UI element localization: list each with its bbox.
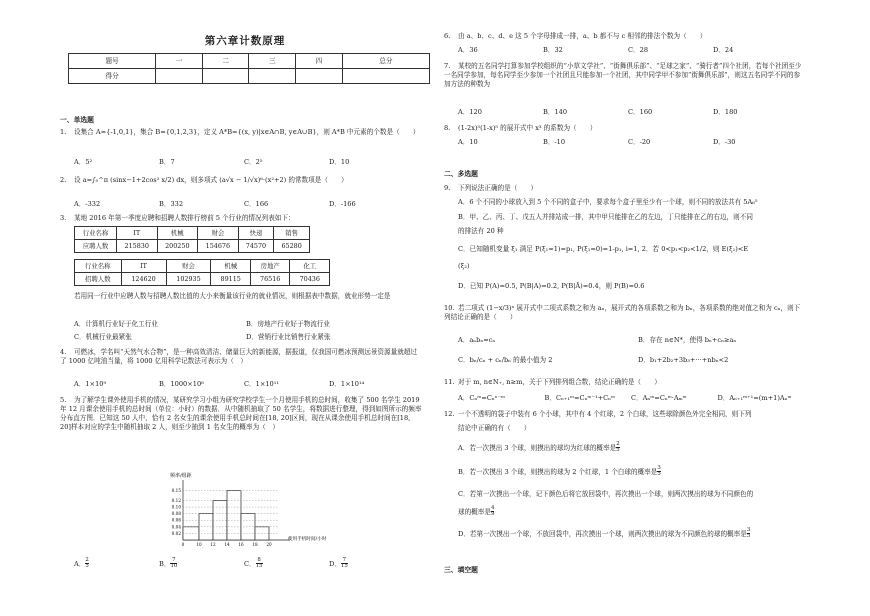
histogram-bars bbox=[183, 491, 269, 540]
fraction bbox=[256, 558, 263, 570]
option-c[interactable] bbox=[244, 558, 329, 570]
table-row bbox=[75, 240, 310, 253]
options-q3-row2 bbox=[74, 333, 436, 342]
option-a[interactable]: A．36 bbox=[458, 46, 478, 54]
fraction bbox=[341, 558, 348, 570]
option-b-continued: 的排法有 20 种 bbox=[458, 227, 504, 235]
question-11 bbox=[444, 378, 806, 387]
applicants-table bbox=[74, 226, 310, 253]
score-value-row bbox=[69, 69, 430, 84]
x-axis-label: 使用手机时间/小时 bbox=[288, 537, 327, 542]
options-q1 bbox=[74, 158, 414, 167]
option-c[interactable]: C．机械行业最紧张 bbox=[74, 333, 132, 341]
option-d[interactable]: D．已知 P(A)=0.5, P(B|A)=0.2, P(B|Ā)=0.4，则 P(B)=0.6 bbox=[458, 282, 645, 290]
y-tick-label: 0.08 bbox=[171, 511, 181, 517]
score-header-cell: 四 bbox=[296, 54, 343, 69]
numerator: 4 bbox=[490, 505, 495, 511]
numerator: 8 bbox=[257, 557, 261, 563]
option-c[interactable]: C．2⁵ bbox=[244, 158, 263, 166]
table-cell: 行业名称 bbox=[75, 260, 122, 273]
question-number: 7. bbox=[444, 62, 451, 70]
y-tick-label: 0.12 bbox=[171, 497, 181, 503]
options-q8 bbox=[458, 138, 798, 147]
question-text: 下列说法正确的是（ ） bbox=[458, 184, 538, 192]
question-number: 9. bbox=[444, 184, 451, 192]
option-c-continued: (ξ₂) bbox=[458, 262, 470, 270]
table-cell: IT bbox=[116, 227, 157, 240]
histogram-bar bbox=[227, 491, 241, 540]
table-cell: 102935 bbox=[166, 273, 211, 286]
option-letter: A． bbox=[74, 559, 86, 568]
option-c[interactable]: C．166 bbox=[244, 200, 269, 208]
option-a[interactable]: A．5² bbox=[74, 158, 93, 166]
fraction bbox=[616, 442, 619, 454]
question-2 bbox=[60, 176, 422, 185]
option-b[interactable]: B．1000×10⁸ bbox=[159, 380, 204, 388]
table-cell: 89115 bbox=[211, 273, 251, 286]
option-text: D．若第一次摸出一个球，不放回袋中，再次摸出一个球，则两次摸出的球为不同颜色的球的概率是 bbox=[458, 529, 747, 538]
section-heading-single-choice: 一、单选题 bbox=[60, 116, 94, 124]
score-empty-cell[interactable] bbox=[249, 69, 296, 84]
option-c-continued bbox=[458, 506, 808, 518]
question-number: 11. bbox=[444, 378, 455, 386]
numerator: 7 bbox=[342, 557, 347, 563]
question-6 bbox=[444, 32, 806, 41]
score-table bbox=[68, 53, 430, 84]
question-text: 设集合 A={-1,0,1}，集合 B={0,1,2,3}，定义 A*B={(x, y)|x∈A∩B, y∈A∪B}，则 A*B 中元素的个数是（ ） bbox=[74, 128, 420, 136]
x-tick-label: 14 bbox=[224, 542, 230, 547]
question-8 bbox=[444, 124, 806, 133]
denominator: 15 bbox=[340, 563, 348, 570]
denominator: 5 bbox=[657, 471, 661, 478]
option-a[interactable]: A．计算机行业好于化工行业 bbox=[74, 320, 158, 328]
question-text: 可燃冰，学名叫“天然气水合物”，是一种高效清洁、储量巨大的新能源，据报道，仅我国可燃冰预测远景资源量就超过了 1000 亿吨油当量，将 1000 亿用科学记数法可表示为（ ） bbox=[60, 348, 418, 365]
table-cell: 招聘人数 bbox=[75, 273, 122, 286]
options-q4 bbox=[74, 380, 414, 389]
recruits-table bbox=[74, 259, 330, 286]
x-tick-label: 10 bbox=[196, 542, 202, 547]
score-empty-cell[interactable] bbox=[342, 69, 429, 84]
numerator: 3 bbox=[746, 527, 751, 533]
y-axis-label: 频率/组距 bbox=[170, 473, 192, 479]
table-cell: 70436 bbox=[290, 273, 330, 286]
option-d[interactable]: D．-30 bbox=[713, 138, 736, 146]
table-cell: 机械 bbox=[157, 227, 198, 240]
question-number: 10. bbox=[444, 304, 455, 312]
option-b[interactable]: B．32 bbox=[543, 46, 563, 54]
option-d[interactable]: D．10 bbox=[329, 158, 350, 166]
option-d[interactable]: D．24 bbox=[713, 46, 734, 54]
option-a[interactable]: A．6 个不同的小球放入到 5 个不同的盒子中，要求每个盒子里至少有一个球，则不同的放法共有 5A₆⁵ bbox=[458, 198, 758, 206]
option-a[interactable]: A．aₙbₙ=cₙ bbox=[458, 336, 496, 344]
option-text: 球的概率是 bbox=[458, 507, 491, 516]
score-header-cell: 一 bbox=[156, 54, 203, 69]
question-12-continued: 结论中正确的有（ ） bbox=[458, 424, 531, 432]
options-q7 bbox=[458, 108, 798, 117]
question-number: 8. bbox=[444, 124, 451, 132]
option-b[interactable]: B．332 bbox=[159, 200, 184, 208]
options-q3-row1 bbox=[74, 320, 436, 329]
option-d[interactable] bbox=[458, 528, 808, 540]
question-text: (1-2x)⁵(1-x)⁵ 的展开式中 x³ 的系数为（ ） bbox=[458, 124, 597, 132]
y-tick-label: 0.04 bbox=[171, 524, 181, 530]
table-cell: 215830 bbox=[116, 240, 157, 253]
question-3 bbox=[60, 214, 422, 223]
option-c[interactable]: C．Aₙᵐ=Cₙᵐ·Aₘᵐ bbox=[631, 394, 687, 402]
table-cell: 应聘人数 bbox=[75, 240, 117, 253]
options-q10-row1 bbox=[458, 336, 820, 345]
question-1 bbox=[60, 128, 422, 137]
option-letter: D． bbox=[329, 559, 341, 568]
option-d[interactable] bbox=[329, 558, 414, 570]
x-tick-labels bbox=[182, 542, 272, 547]
table-cell: 行业名称 bbox=[75, 227, 117, 240]
table-cell: 化工 bbox=[290, 260, 330, 273]
score-empty-cell[interactable] bbox=[296, 69, 343, 84]
question-9 bbox=[444, 184, 806, 193]
options-q6 bbox=[458, 46, 798, 55]
score-empty-cell[interactable] bbox=[156, 69, 203, 84]
section-heading-fill-in: 三、填空题 bbox=[444, 566, 478, 574]
fraction bbox=[170, 558, 177, 570]
option-b[interactable] bbox=[458, 466, 808, 478]
histogram-bar bbox=[183, 527, 199, 540]
option-c[interactable]: C．若第一次摸出一个球，记下颜色后将它放回袋中，再次摸出一个球，则两次摸出的球为不同颜色的 bbox=[458, 490, 754, 498]
score-header-cell: 二 bbox=[202, 54, 249, 69]
option-c[interactable]: C．-20 bbox=[628, 138, 651, 146]
option-c[interactable]: C．28 bbox=[628, 46, 649, 54]
option-b[interactable] bbox=[159, 558, 244, 570]
question-3-continuation: 若用同一行业中应聘人数与招聘人数比值的大小来衡量该行业的就业情况，则根据表中数据，就业形势一定是 bbox=[74, 292, 391, 300]
table-cell: 200250 bbox=[157, 240, 198, 253]
denominator: 5 bbox=[616, 447, 620, 454]
x-tick-label: 0 bbox=[181, 542, 185, 547]
table-cell: 财会 bbox=[198, 227, 239, 240]
question-5 bbox=[60, 396, 422, 432]
question-number: 6. bbox=[444, 32, 451, 40]
option-a[interactable]: A．-332 bbox=[74, 200, 101, 208]
table-cell: 154676 bbox=[198, 240, 239, 253]
score-empty-cell[interactable] bbox=[202, 69, 249, 84]
question-number: 5. bbox=[60, 396, 67, 404]
option-a[interactable] bbox=[458, 442, 808, 454]
fraction bbox=[85, 558, 88, 570]
score-header-cell: 三 bbox=[249, 54, 296, 69]
options-q11 bbox=[458, 394, 804, 403]
denominator: 10 bbox=[170, 563, 178, 570]
table-cell: 房地产 bbox=[250, 260, 290, 273]
table-cell: 124620 bbox=[121, 273, 166, 286]
option-d[interactable]: D．180 bbox=[713, 108, 738, 116]
table-cell: 销售 bbox=[274, 227, 310, 240]
question-text: 一个不透明的袋子中装有 6 个小球，其中有 4 个红球，2 个白球，这些球除颜色外完全相同，则下列 bbox=[458, 410, 752, 418]
denominator: 5 bbox=[85, 563, 89, 570]
numerator: 2 bbox=[85, 557, 89, 563]
fraction bbox=[747, 528, 750, 540]
table-row bbox=[75, 260, 330, 273]
fraction bbox=[657, 466, 660, 478]
numerator: 3 bbox=[657, 465, 661, 471]
x-tick-label: 20 bbox=[266, 542, 272, 547]
option-b[interactable]: B．甲、乙、丙、丁、戊五人并排站成一排，其中甲只能排在乙的左边，丁只能排在乙的右边，则不同 bbox=[458, 213, 753, 221]
table-cell: 74570 bbox=[238, 240, 274, 253]
option-text: B．若一次摸出 3 个球，则摸出的球为 2 个红球，1 个白球的概率是 bbox=[458, 467, 658, 476]
denominator: 9 bbox=[490, 511, 495, 518]
table-cell: 65280 bbox=[274, 240, 310, 253]
option-text: A．若一次摸出 3 个球，则摸出的球均为红球的概率是 bbox=[458, 443, 617, 452]
option-a[interactable] bbox=[74, 558, 159, 570]
options-q10-row2 bbox=[458, 356, 820, 365]
option-a[interactable]: A．10 bbox=[458, 138, 478, 146]
question-number: 3. bbox=[60, 214, 67, 222]
score-header-row bbox=[69, 54, 430, 69]
option-b[interactable]: B．存在 n∈N*，使得 bₙ+cₙ≥aₙ bbox=[638, 336, 737, 344]
x-tick-label: 16 bbox=[238, 542, 244, 547]
question-text: 某校的五名同学打算参加学校组织的“小草文学社”、“街舞俱乐部”、“足球之家”、“骑行者”四个社团，若每个社团至少一名同学参加，每名同学至少参加一个社团且只能参加一个社团，其中同学甲不参加“街舞俱乐部”，则这五名同学不同的参加方法的种数为 bbox=[444, 62, 802, 88]
question-text: 若二项式 (1−x/3)ⁿ 展开式中二项式系数之和为 aₙ，展开式的各项系数之和为 bₙ，各项系数的绝对值之和为 cₙ，则下列结论正确的是（ ） bbox=[444, 304, 801, 321]
question-text: 为了解学生课外使用手机的情况，某研究学习小组为研究学校学生一个月使用手机的总时间，收集了 500 名学生 2019 年 12 月课余使用手机的总时间（单位：小时）的数据．从中随机抽取了 50 名学生，将数据进行整理，得到如图所示的频率分布直方图．已知这 50 人中，恰有 2 名女生的课余使用手机总时间在[18, 20]区间，现在从课余使用手机总时间在[18, 20]样本对应的学生中随机抽取 2 人，则至少抽到 1 名女生的概率为（ ） bbox=[60, 396, 422, 431]
numerator: 2 bbox=[616, 441, 620, 447]
option-d[interactable]: D．1×10¹⁴ bbox=[329, 380, 365, 388]
page-title: 第六章计数原理 bbox=[204, 35, 286, 47]
y-tick-label: 0.06 bbox=[171, 517, 181, 523]
frequency-histogram bbox=[160, 470, 400, 548]
question-number: 1. bbox=[60, 128, 67, 136]
option-letter: C． bbox=[244, 559, 256, 568]
question-4 bbox=[60, 348, 422, 366]
option-c[interactable]: C．160 bbox=[628, 108, 653, 116]
table-row bbox=[75, 227, 310, 240]
section-heading-multi-choice: 二、多选题 bbox=[444, 170, 478, 178]
x-tick-label: 18 bbox=[252, 542, 258, 547]
option-d[interactable]: D．-166 bbox=[329, 200, 356, 208]
option-a[interactable]: A．120 bbox=[458, 108, 482, 116]
table-cell: IT bbox=[121, 260, 166, 273]
option-b[interactable]: B．140 bbox=[543, 108, 568, 116]
option-d[interactable]: D．Aₙ₊₁ᵐ⁺¹=(m+1)Aₙᵐ bbox=[717, 394, 792, 402]
denominator: 15 bbox=[255, 563, 263, 570]
option-a[interactable]: A．Cₙᵐ=Cₙⁿ⁻ᵐ bbox=[458, 394, 506, 402]
fraction bbox=[491, 506, 494, 518]
table-cell: 快递 bbox=[238, 227, 274, 240]
question-12 bbox=[444, 410, 806, 419]
denominator: 5 bbox=[746, 533, 751, 540]
option-c[interactable]: C．已知随机变量 ξ₁ 满足 P(ξ₁=1)=p₁, P(ξ₁=0)=1-p₁, i=1, 2．若 0<p₁<p₂<1/2，则 E(ξ₁)<E bbox=[458, 245, 749, 253]
question-text: 设 a=∫₀^π (sinx−1+2cos² x/2) dx，则多项式 (a√x − 1/√x)⁶·(x²+2) 的常数项是（ ） bbox=[74, 176, 348, 184]
question-7 bbox=[444, 62, 806, 89]
option-c[interactable]: C．bₙ/cₙ + cₙ/bₙ 的最小值为 2 bbox=[458, 356, 553, 364]
table-cell: 76516 bbox=[250, 273, 290, 286]
option-d[interactable]: D．b₁+2b₂+3b₃+···+nbₙ<2 bbox=[638, 356, 729, 364]
question-10 bbox=[444, 304, 806, 322]
option-b[interactable]: B．7 bbox=[159, 158, 175, 166]
question-number: 4. bbox=[60, 348, 67, 356]
option-d[interactable]: D．营销行业比销售行业紧张 bbox=[246, 333, 331, 341]
y-tick-label: 0.10 bbox=[171, 504, 181, 510]
option-b[interactable]: B．-10 bbox=[543, 138, 566, 146]
score-header-cell: 总分 bbox=[342, 54, 429, 69]
y-tick-label: 0.15 bbox=[171, 488, 181, 494]
numerator: 7 bbox=[172, 557, 176, 563]
question-number: 12. bbox=[444, 410, 455, 418]
option-b[interactable]: B．Cₙ₊₁ᵐ=Cₙᵐ⁻¹+Cₙᵐ bbox=[544, 394, 616, 402]
option-a[interactable]: A．1×10⁹ bbox=[74, 380, 107, 388]
table-row bbox=[75, 273, 330, 286]
score-label-cell: 得分 bbox=[69, 69, 156, 84]
question-number: 2. bbox=[60, 176, 67, 184]
table-cell: 财会 bbox=[166, 260, 211, 273]
y-tick-label: 0.02 bbox=[171, 530, 181, 536]
score-header-cell: 题号 bbox=[69, 54, 156, 69]
option-b[interactable]: B．房地产行业好于物流行业 bbox=[246, 320, 330, 328]
question-text: 对于 m, n∈N₊, n≥m，关于下列排列组合数，结论正确的是（ ） bbox=[458, 378, 661, 386]
option-c[interactable]: C．1×10¹¹ bbox=[244, 380, 280, 388]
table-cell: 机械 bbox=[211, 260, 251, 273]
question-text: 某地 2016 年第一季度应聘和招聘人数排行榜前 5 个行业的情况列表如下： bbox=[74, 214, 295, 222]
option-letter: B． bbox=[159, 559, 171, 568]
question-text: 由 a、b、c、d、e 这 5 个字母排成一排，a、b 都不与 c 相邻的排法个数为（ ） bbox=[458, 32, 707, 40]
options-q2 bbox=[74, 200, 414, 209]
options-q5 bbox=[74, 558, 414, 570]
x-tick-label: 12 bbox=[210, 542, 216, 547]
